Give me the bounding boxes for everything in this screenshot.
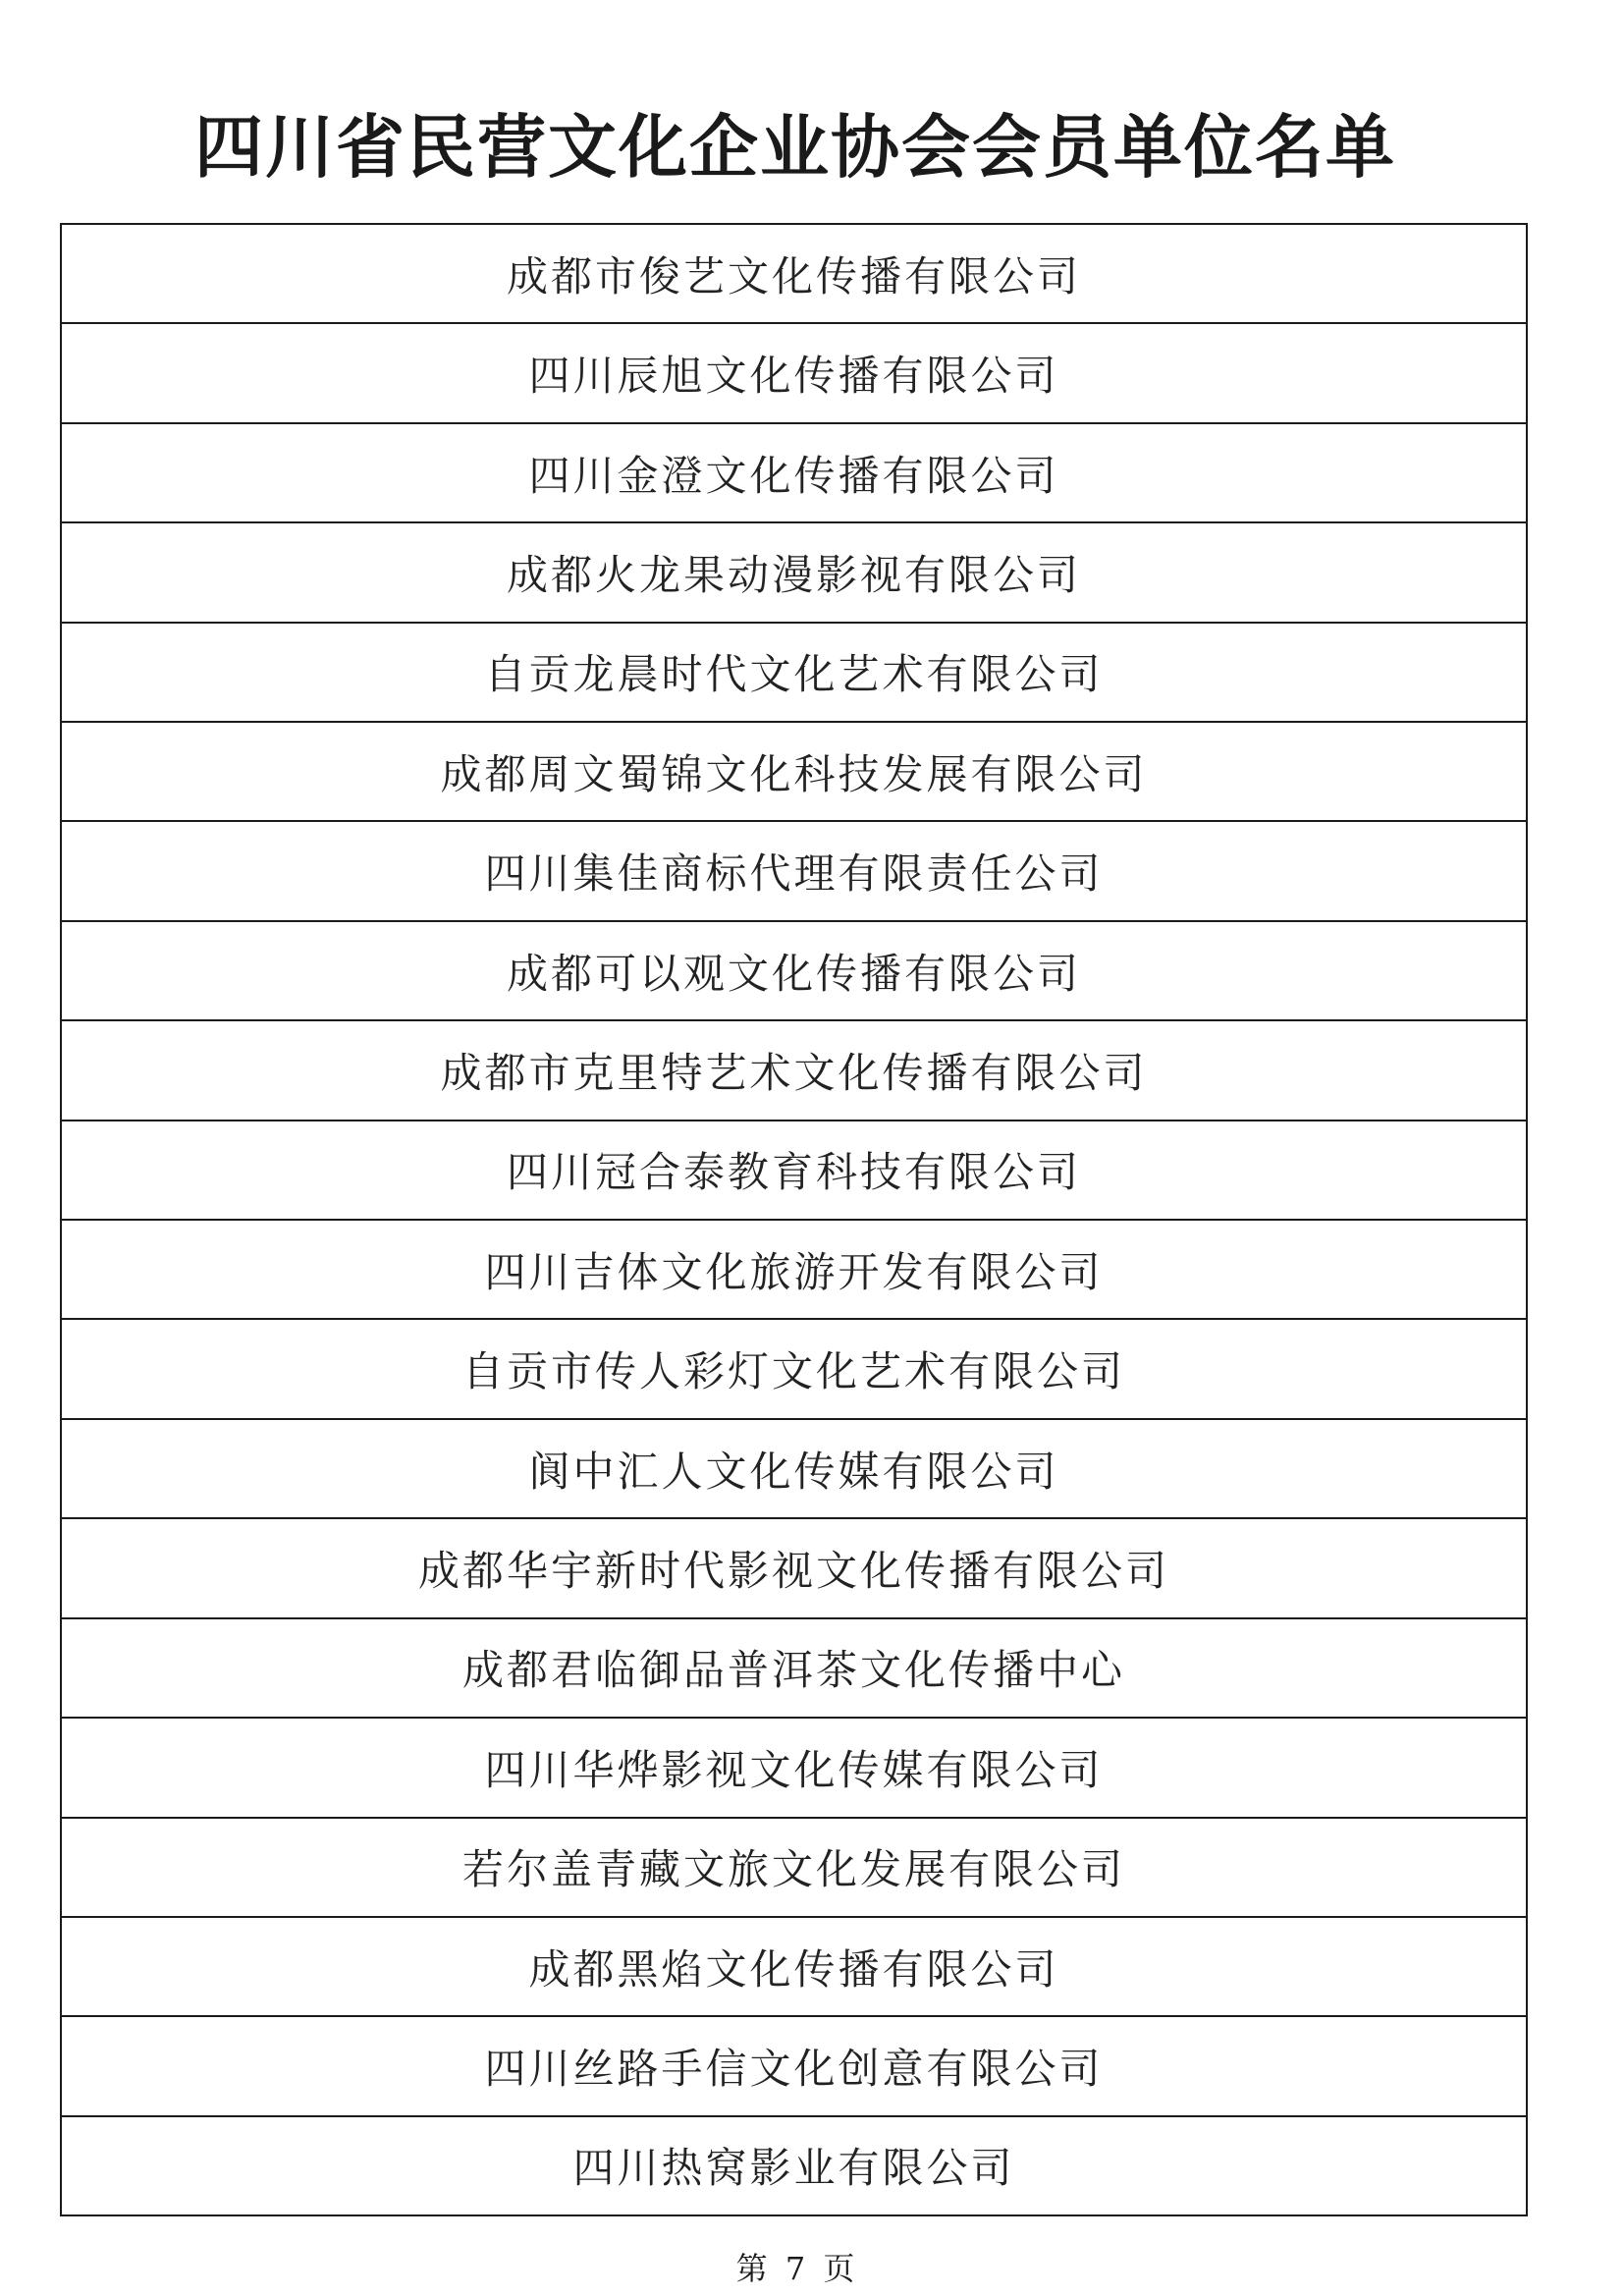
member-name: 四川热窝影业有限公司 <box>572 2144 1015 2193</box>
table-row <box>62 723 1526 822</box>
table-row <box>62 1918 1526 2017</box>
page-number: 第 7 页 <box>735 2250 855 2287</box>
member-name: 四川冠合泰教育科技有限公司 <box>506 1148 1081 1197</box>
table-row <box>62 2017 1526 2116</box>
member-name: 自贡龙晨时代文化艺术有限公司 <box>484 650 1104 699</box>
member-name: 成都市克里特艺术文化传播有限公司 <box>440 1048 1148 1097</box>
member-name: 若尔盖青藏文旅文化发展有限公司 <box>461 1845 1125 1894</box>
member-name: 四川集佳商标代理有限责任公司 <box>484 849 1104 899</box>
member-name: 成都君临御品普洱茶文化传播中心 <box>461 1646 1125 1695</box>
member-name: 成都市俊艺文化传播有限公司 <box>506 251 1081 301</box>
table-row <box>62 1221 1526 1320</box>
table-row <box>62 1619 1526 1719</box>
table-row <box>62 624 1526 723</box>
member-name: 四川华烨影视文化传媒有限公司 <box>484 1745 1104 1794</box>
table-row <box>62 225 1526 324</box>
table-row <box>62 1021 1526 1121</box>
member-name: 四川辰旭文化传播有限公司 <box>528 352 1059 401</box>
table-row <box>62 1420 1526 1519</box>
member-name: 成都华宇新时代影视文化传播有限公司 <box>417 1546 1169 1595</box>
member-name: 成都周文蜀锦文化科技发展有限公司 <box>440 749 1148 798</box>
member-name: 四川丝路手信文化创意有限公司 <box>484 2045 1104 2094</box>
table-row <box>62 324 1526 423</box>
member-name: 成都可以观文化传播有限公司 <box>506 949 1081 998</box>
member-name: 四川吉体文化旅游开发有限公司 <box>484 1247 1104 1296</box>
member-name: 成都火龙果动漫影视有限公司 <box>506 550 1081 599</box>
table-row <box>62 1320 1526 1419</box>
table-row <box>62 1819 1526 1918</box>
member-name: 成都黑焰文化传播有限公司 <box>528 1944 1059 1994</box>
page-title: 四川省民营文化企业协会会员单位名单 <box>194 107 1396 188</box>
table-row <box>62 1121 1526 1221</box>
member-name: 四川金澄文化传播有限公司 <box>528 451 1059 500</box>
table-row <box>62 922 1526 1021</box>
table-row <box>62 523 1526 623</box>
table-row <box>62 1719 1526 1818</box>
member-name: 自贡市传人彩灯文化艺术有限公司 <box>461 1347 1125 1396</box>
table-row <box>62 2117 1526 2214</box>
member-name: 阆中汇人文化传媒有限公司 <box>528 1447 1059 1496</box>
table-row <box>62 1519 1526 1618</box>
member-table <box>60 223 1528 2216</box>
table-row <box>62 822 1526 921</box>
table-row <box>62 424 1526 523</box>
